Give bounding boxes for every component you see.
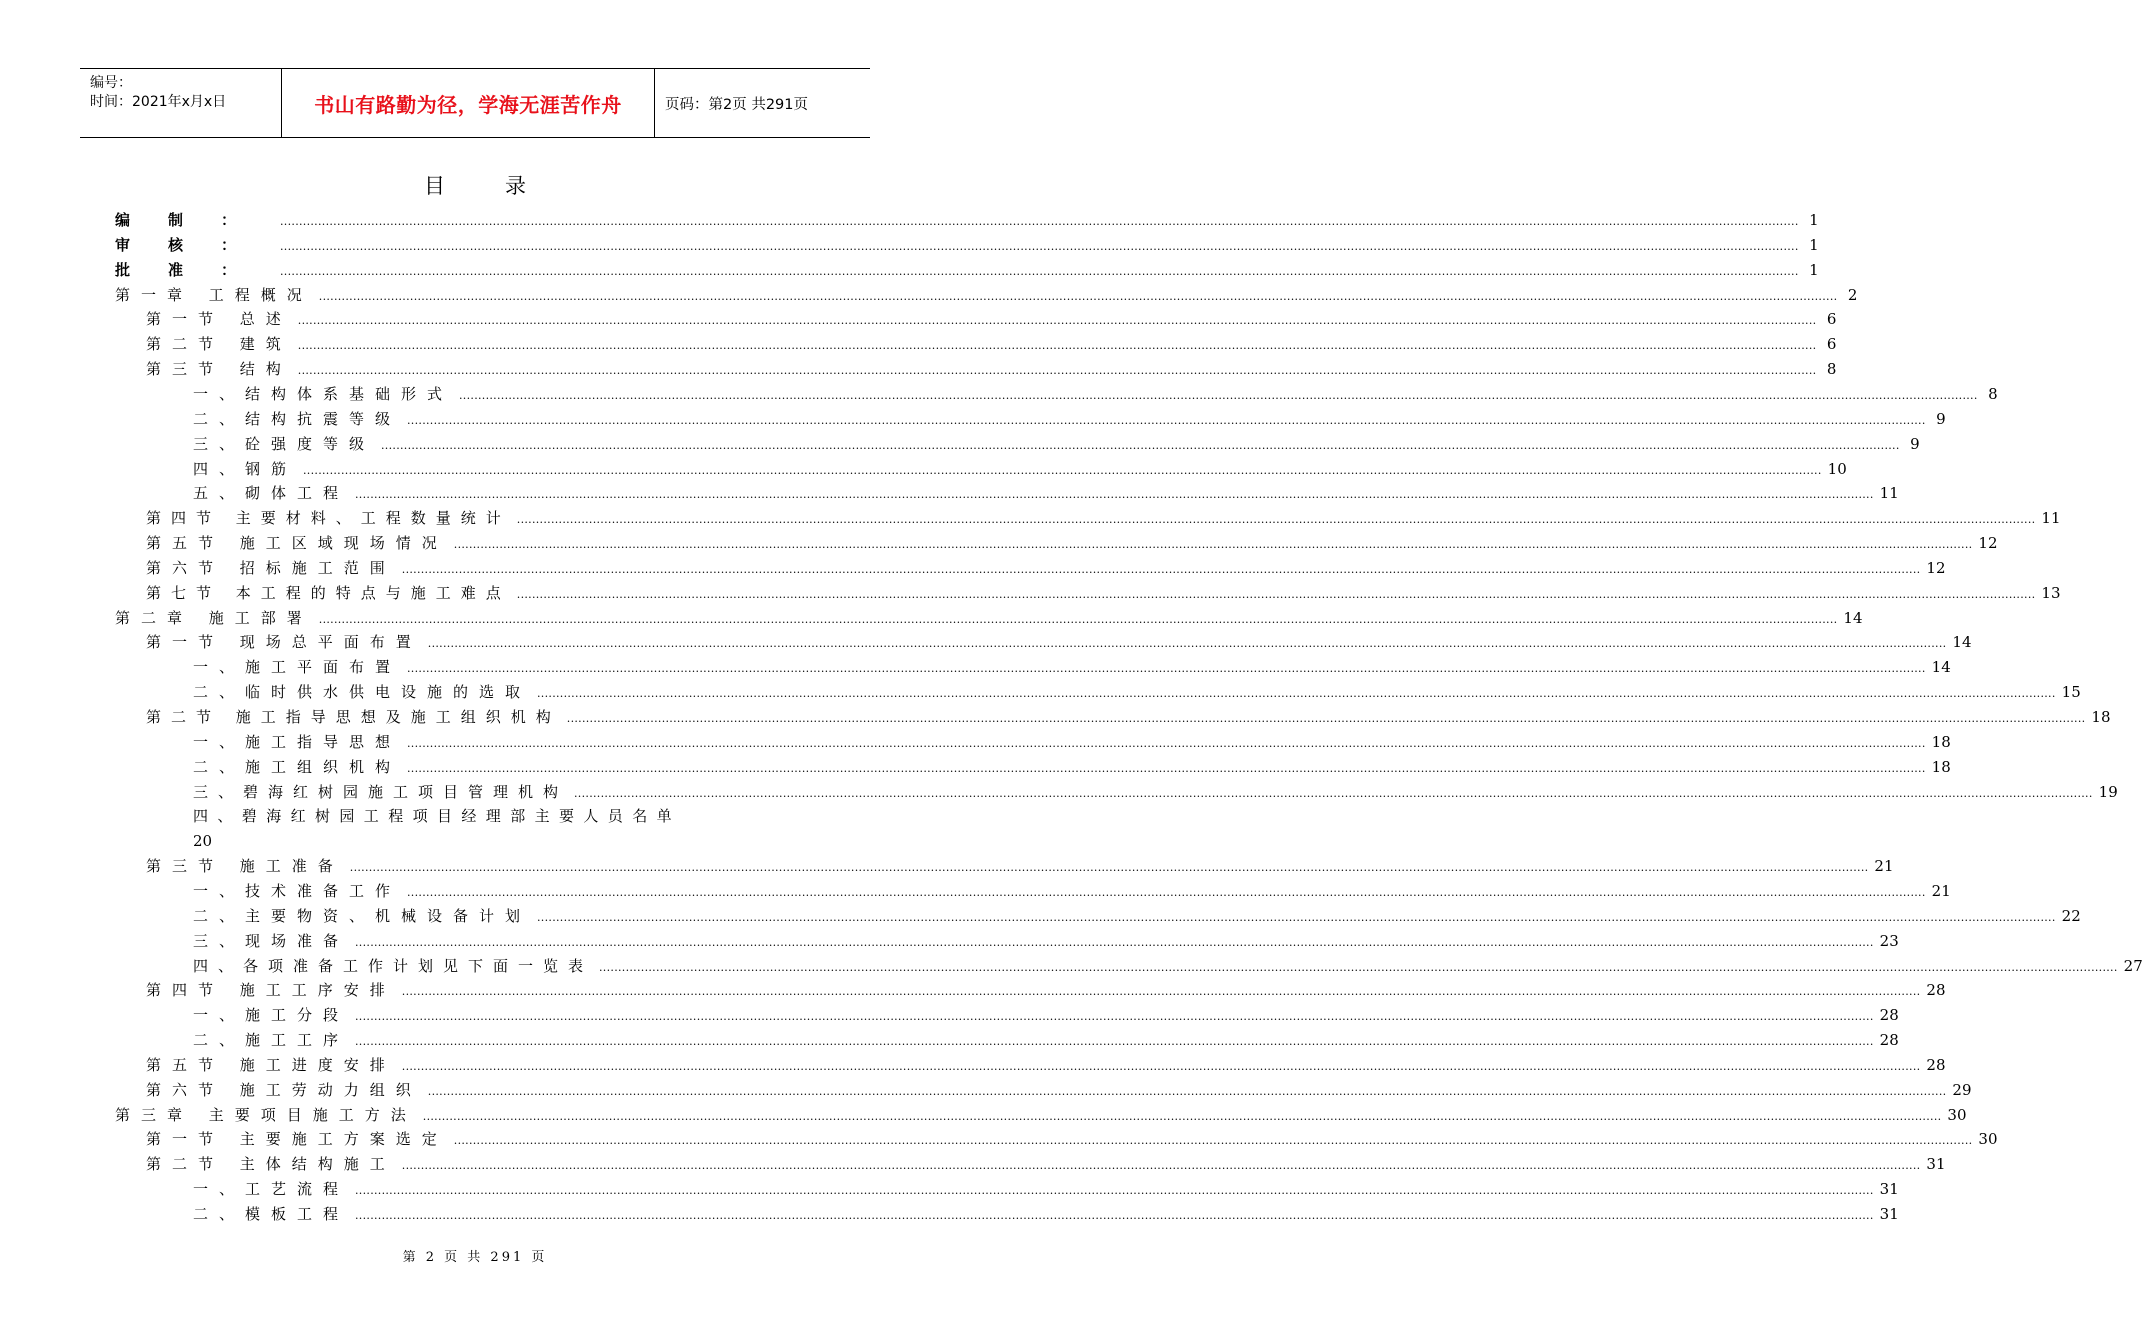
toc-leader-dots: ................................................................................................................................................................................................................................................................................................................................................................................................................ [355,1209,1874,1222]
toc-leader-dots: ................................................................................................................................................................................................................................................................................................................................................................................................................ [349,861,1869,875]
toc-entry[interactable] [193,804,822,829]
toc-title: 目录 [424,174,586,198]
toc-leader-dots: ................................................................................................................................................................................................................................................................................................................................................................................................................ [407,662,1926,676]
toc-leader-dots: ................................................................................................................................................................................................................................................................................................................................................................................................................ [318,612,1838,626]
toc-leader-dots: ................................................................................................................................................................................................................................................................................................................................................................................................................ [381,438,1900,452]
toc-entry-label: 一、施工分段 [193,1006,350,1025]
toc-leader-dots: ................................................................................................................................................................................................................................................................................................................................................................................................................ [355,935,1874,949]
toc-entry-label: 四、各项准备工作计划见下面一览表 [193,956,594,975]
toc-leader-dots: ................................................................................................................................................................................................................................................................................................................................................................................................................ [427,1084,1947,1098]
toc-entry-label: 二、临时供水供电设施的选取 [193,683,532,702]
toc-entry-page: 21 [1874,857,1894,876]
toc-entry-page: 2 [1847,285,1858,304]
toc-entry-label: 三、碧海红树园施工项目管理机构 [193,782,569,801]
toc-entry-page: 28 [1879,1031,1899,1050]
toc-entry-page: 29 [1952,1080,1972,1099]
toc-leader-dots: ................................................................................................................................................................................................................................................................................................................................................................................................................ [355,1184,1874,1198]
toc-leader-dots: ................................................................................................................................................................................................................................................................................................................................................................................................................ [297,339,1817,353]
toc-leader-dots: ................................................................................................................................................................................................................................................................................................................................................................................................................ [516,587,2036,601]
toc-entry[interactable] [146,978,1946,1003]
toc-entry-label: 五、砌体工程 [193,484,350,503]
toc-entry-page: 30 [1947,1105,1967,1124]
toc-entry-page: 31 [1926,1155,1946,1174]
toc-leader-dots: ................................................................................................................................................................................................................................................................................................................................................................................................................ [566,712,2086,725]
toc-entry-page: 21 [1931,881,1951,900]
number-label: 编号： [90,75,132,91]
toc-entry-page: 6 [1826,335,1837,354]
toc-entry[interactable] [115,208,1819,233]
time-label: 时间：2021年x月x日 [90,94,227,110]
header-page-info [655,69,870,137]
toc-leader-dots: ................................................................................................................................................................................................................................................................................................................................................................................................................ [599,960,2118,974]
toc-entry-page: 28 [1879,1006,1899,1025]
header-motto-cell [282,69,655,137]
toc-entry[interactable] [193,655,1951,680]
toc-entry-page: 12 [1978,534,1998,553]
toc-entry-page: 18 [1931,757,1951,776]
toc-entry-page: 6 [1826,310,1837,329]
toc-entry[interactable] [146,357,1837,382]
toc-entry-page: 13 [2041,583,2061,602]
toc-entry-page: 28 [1926,1055,1946,1074]
toc-leader-dots: ................................................................................................................................................................................................................................................................................................................................................................................................................ [401,1159,1921,1173]
toc-entry[interactable] [146,531,1998,556]
toc-entry[interactable] [146,1152,1946,1177]
toc-entry[interactable] [193,954,2143,979]
toc-entry-label: 第二节 施工指导思想及施工组织机构 [146,708,561,726]
toc-entry-label: 一、施工平面布置 [193,658,402,677]
toc-leader-dots: ................................................................................................................................................................................................................................................................................................................................................................................................................ [280,239,1799,253]
toc-entry-label: 审核： [115,235,275,254]
toc-entry[interactable] [146,581,2061,606]
toc-entry-page: 15 [2061,683,2081,702]
toc-entry[interactable] [193,407,1946,432]
toc-entry[interactable] [115,233,1819,258]
toc-leader-dots: ................................................................................................................................................................................................................................................................................................................................................................................................................ [280,215,1799,228]
toc-leader-dots: ................................................................................................................................................................................................................................................................................................................................................................................................................ [407,761,1926,775]
toc-entry-label: 第四节 施工工序安排 [146,981,396,1000]
toc-entry-page: 10 [1827,459,1847,478]
motto-text: 书山有路勤为径，学海无涯苦作舟 [314,92,622,117]
toc-entry-page: 19 [2098,782,2118,801]
toc-entry[interactable] [193,1177,1899,1202]
toc-entry[interactable] [193,755,1951,780]
page-info-text: 页码：第2页 共291页 [665,96,809,113]
toc-entry-label: 第一章 工程概况 [115,285,313,304]
toc-entry-page: 12 [1926,558,1946,577]
toc-entry-label: 四、碧海红树园工程项目经理部主要人员名单 [193,807,682,826]
toc-entry-label: 第二节 主体结构施工 [146,1155,396,1174]
toc-entry[interactable] [193,730,1951,755]
toc-entry[interactable] [146,1078,1972,1103]
toc-entry-label: 第七节 本工程的特点与施工难点 [146,583,511,602]
toc-entry[interactable] [115,606,1863,631]
toc-entry-label: 第三节 结构 [146,360,292,379]
toc-entry-page: 11 [2041,509,2061,528]
toc-entry-label: 三、砼强度等级 [193,434,376,453]
toc-entry-page: 28 [1926,981,1946,1000]
header-meta [80,69,282,137]
toc-entry-page: 18 [1931,732,1951,751]
toc-entry-page: 27 [2123,956,2143,975]
toc-entry-label: 第六节 施工劳动力组织 [146,1080,422,1099]
toc-entry-page: 8 [1826,360,1837,379]
toc-leader-dots: ................................................................................................................................................................................................................................................................................................................................................................................................................ [537,687,2056,701]
toc-entry-label: 第二节 建筑 [146,335,292,354]
toc-leader-dots: ................................................................................................................................................................................................................................................................................................................................................................................................................ [297,364,1817,378]
page-footer: 第 2 页 共 291 页 [402,1250,548,1265]
toc-entry[interactable] [193,481,1899,506]
toc-entry-page: 1 [1809,211,1819,229]
toc-entry-label: 一、结构体系基础形式 [193,384,454,403]
toc-leader-dots: ................................................................................................................................................................................................................................................................................................................................................................................................................ [401,1059,1921,1073]
toc-leader-dots: ................................................................................................................................................................................................................................................................................................................................................................................................................ [355,1035,1874,1049]
toc-entry-page: 23 [1879,931,1899,950]
toc-entry-label: 第一节 总述 [146,310,292,329]
toc-leader-dots: ................................................................................................................................................................................................................................................................................................................................................................................................................ [401,562,1921,576]
toc-entry[interactable] [193,680,2081,705]
toc-leader-dots: ................................................................................................................................................................................................................................................................................................................................................................................................................ [401,985,1921,999]
toc-entry-label: 二、施工组织机构 [193,757,402,776]
toc-leader-dots: ................................................................................................................................................................................................................................................................................................................................................................................................................ [280,264,1799,278]
toc-entry[interactable] [146,854,1894,879]
toc-entry-label: 二、模板工程 [193,1205,350,1223]
toc-entry[interactable] [193,1003,1899,1028]
toc-entry-label: 第三节 施工准备 [146,857,344,876]
toc-entry-label: 一、技术准备工作 [193,881,402,900]
toc-entry-label: 批准： [115,260,275,279]
toc-entry-label: 第二章 施工部署 [115,608,313,627]
toc-entry-label: 二、结构抗震等级 [193,409,402,428]
toc-entry-label: 第一节 现场总平面布置 [146,633,422,652]
toc-entry[interactable] [193,929,1899,954]
toc-entry[interactable] [146,332,1837,357]
toc-leader-dots: ................................................................................................................................................................................................................................................................................................................................................................................................................ [407,413,1926,427]
toc-entry-label: 第三章 主要项目施工方法 [115,1105,417,1124]
toc-entry-page: 11 [1879,484,1899,503]
toc-entry[interactable] [115,258,1819,283]
page-header [80,68,870,138]
toc-entry[interactable] [193,382,1998,407]
toc-leader-dots: ................................................................................................................................................................................................................................................................................................................................................................................................................ [297,314,1817,328]
toc-entry-continuation [193,829,212,854]
toc-entry[interactable] [193,879,1951,904]
toc-entry-page: 14 [1931,658,1951,677]
toc-leader-dots: ................................................................................................................................................................................................................................................................................................................................................................................................................ [407,736,1926,750]
toc-leader-dots: ................................................................................................................................................................................................................................................................................................................................................................................................................ [355,488,1874,502]
toc-entry-label: 一、施工指导思想 [193,732,402,751]
toc-leader-dots: ................................................................................................................................................................................................................................................................................................................................................................................................................ [318,289,1838,303]
toc-entry-page: 18 [2091,708,2111,726]
toc-entry-label: 第六节 招标施工范围 [146,558,396,577]
toc-entry-page: 31 [1879,1180,1899,1199]
toc-leader-dots: ................................................................................................................................................................................................................................................................................................................................................................................................................ [407,885,1926,899]
toc-entry[interactable] [193,1028,1899,1053]
toc-entry[interactable] [146,506,2061,531]
toc-entry[interactable] [193,457,1847,482]
toc-entry-page: 14 [1843,608,1863,627]
toc-entry-label: 第一节 主要施工方案选定 [146,1130,448,1149]
toc-entry-page: 1 [1809,235,1819,254]
toc-entry-label: 二、主要物资、机械设备计划 [193,906,532,925]
toc-entry-page: 14 [1952,633,1972,652]
toc-leader-dots: ................................................................................................................................................................................................................................................................................................................................................................................................................ [574,786,2093,800]
toc-leader-dots: ................................................................................................................................................................................................................................................................................................................................................................................................................ [453,1134,1973,1148]
toc-entry[interactable] [146,1127,1998,1152]
toc-entry[interactable] [146,556,1946,581]
toc-leader-dots: ................................................................................................................................................................................................................................................................................................................................................................................................................ [303,463,1822,477]
toc-entry-page: 30 [1978,1130,1998,1149]
toc-entry-page: 8 [1988,384,1998,403]
toc-entry-label: 一、工艺流程 [193,1180,350,1199]
toc-leader-dots: ................................................................................................................................................................................................................................................................................................................................................................................................................ [537,910,2056,924]
toc-entry-label: 编制： [115,211,275,229]
toc-entry-page: 9 [1936,409,1946,428]
toc-entry-label: 第五节 施工区域现场情况 [146,534,448,553]
toc-entry-page: 31 [1879,1205,1899,1223]
toc-entry[interactable] [146,705,2111,730]
toc-entry-label: 三、现场准备 [193,931,350,950]
toc-entry[interactable] [193,1202,1899,1227]
toc-entry-label: 第四节 主要材料、工程数量统计 [146,509,511,528]
toc-entry-page: 1 [1809,260,1819,279]
toc-entry[interactable] [146,307,1837,332]
toc-entry-label: 四、钢筋 [193,459,298,478]
toc-entry-label: 第五节 施工进度安排 [146,1055,396,1074]
toc-entry[interactable] [193,432,1920,457]
toc-entry[interactable] [115,1103,1967,1128]
toc-leader-dots: ................................................................................................................................................................................................................................................................................................................................................................................................................ [427,637,1947,651]
toc-entry-page: 22 [2061,906,2081,925]
toc-entry[interactable] [115,283,1858,308]
toc-entry-page: 20 [193,832,213,851]
toc-entry[interactable] [193,780,2118,805]
toc-leader-dots: ................................................................................................................................................................................................................................................................................................................................................................................................................ [453,538,1973,552]
toc-leader-dots: ................................................................................................................................................................................................................................................................................................................................................................................................................ [516,513,2036,527]
toc-entry[interactable] [146,630,1972,655]
toc-entry-page: 9 [1910,434,1920,453]
toc-entry-label: 二、施工工序 [193,1031,350,1050]
toc-leader-dots: ................................................................................................................................................................................................................................................................................................................................................................................................................ [355,1010,1874,1024]
toc-entry[interactable] [193,904,2081,929]
toc-leader-dots: ................................................................................................................................................................................................................................................................................................................................................................................................................ [422,1109,1942,1123]
toc-entry[interactable] [146,1053,1946,1078]
toc-leader-dots: ................................................................................................................................................................................................................................................................................................................................................................................................................ [459,388,1978,402]
